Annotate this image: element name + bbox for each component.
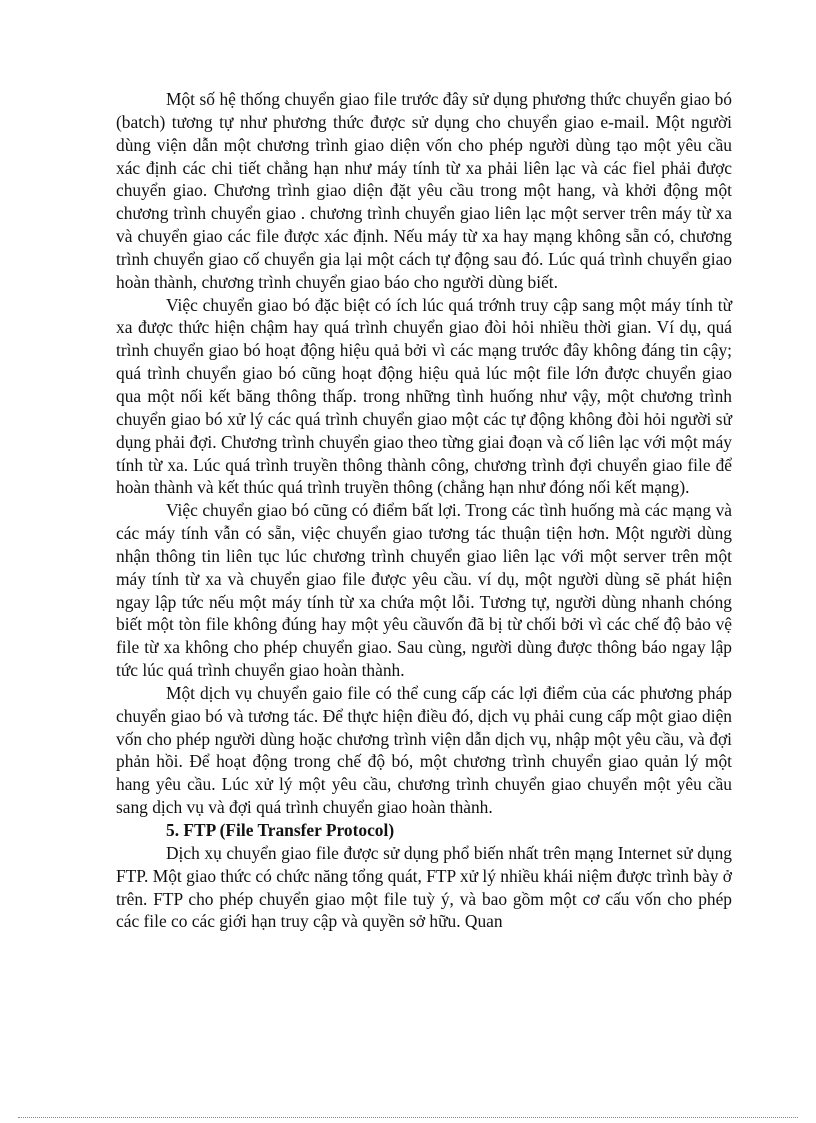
paragraph-ftp-intro: Dịch xụ chuyển giao file được sử dụng phổ biến nhất trên mạng Internet sử dụng FTP. Một giao thức có chức năng tổng quát, FTP xử lý nhiều khái niệm được trình bày ở trên. FTP cho phép chuyển giao một file tuỳ ý, và bao gồm một cơ cấu vốn cho phép các file co các giới hạn truy cập và quyền sở hữu. Quan	[116, 842, 732, 932]
document-body	[116, 88, 732, 933]
page-bottom-divider	[18, 1117, 798, 1118]
paragraph-batch-transfer: Một số hệ thống chuyển giao file trước đây sử dụng phương thức chuyển giao bó (batch) tương tự như phương thức được sử dụng cho chuyển giao e-mail. Một người dùng viện dẫn một chương trình giao diện vốn cho phép người dùng tạo một yêu cầu xác định các chi tiết chẳng hạn như máy tính từ xa phải liên lạc và các fiel phải được chuyển giao. Chương trình giao diện đặt yêu cầu trong một hang, và khởi động một chương trình chuyển giao . chương trình chuyển giao liên lạc một server trên máy từ xa và chuyển giao các file được xác định. Nếu máy từ xa hay mạng không sẵn có, chương trình chuyển giao cố chuyển gia lại một cách tự động sau đó. Lúc quá trình chuyển giao hoàn thành, chương trình chuyển giao báo cho người dùng biết.	[116, 89, 732, 292]
paragraph-batch-benefits: Việc chuyển giao bó đặc biệt có ích lúc quá trớnh truy cập sang một máy tính từ xa được thức hiện chậm hay quá trình chuyển giao đòi hỏi nhiều thời gian. Ví dụ, quá trình chuyển giao bó hoạt động hiệu quả bởi vì các mạng trước đây không đáng tin cậy; quá trình chuyển giao bó cũng hoạt động hiệu quả lúc một file lớn được chuyển giao qua một nối kết băng thông thấp. trong những tình huống như vậy, một chương trình chuyển giao bó xử lý các quá trình chuyển giao một các tự động không đòi hỏi người sử dụng phải đợi. Chương trình chuyển giao theo từng giai đoạn và cố liên lạc với một máy tính từ xa. Lúc quá trình truyền thông thành công, chương trình đợi chuyển giao file để hoàn thành và kết thúc quá trình truyền thông (chẳng hạn như đóng nối kết mạng).	[116, 294, 732, 498]
paragraph-batch-drawbacks: Việc chuyển giao bó cũng có điểm bất lợi. Trong các tình huống mà các mạng và các máy tính vẫn có sẵn, việc chuyển giao tương tác thuận tiện hơn. Một người dùng nhận thông tin liên tục lúc chương trình chuyển giao liên lạc với một server trên một máy tính từ xa và chuyển giao file được yêu cầu. ví dụ, một người dùng sẽ phát hiện ngay lập tức nếu một máy tính từ xa chứa một lỗi. Tương tự, người dùng nhanh chóng biết một tòn file không đúng hay một yêu cầuvốn đã bị từ chối bởi vì các chế độ bảo vệ file từ xa không cho phép chuyển giao. Sau cùng, người dùng được thông báo ngay lập tức lúc quá trình chuyển giao hoàn thành.	[116, 500, 732, 681]
paragraph-hybrid-service: Một dịch vụ chuyển gaio file có thể cung cấp các lợi điểm của các phương pháp chuyển giao bó và tương tác. Để thực hiện điều đó, dịch vụ phải cung cấp một giao diện vốn cho phép người dùng hoặc chương trình viện dẫn dịch vụ, nhập một yêu cầu, và đợi phản hồi. Để hoạt động trong chế độ bó, một chương trình chuyển giao quản lý một hang yêu cầu. Lúc xử lý một yêu cầu, chương trình chuyển giao chuyển một yêu cầu sang dịch vụ và đợi quá trình chuyển giao hoàn thành.	[116, 682, 732, 818]
section-heading-ftp: 5. FTP (File Transfer Protocol)	[166, 820, 395, 840]
